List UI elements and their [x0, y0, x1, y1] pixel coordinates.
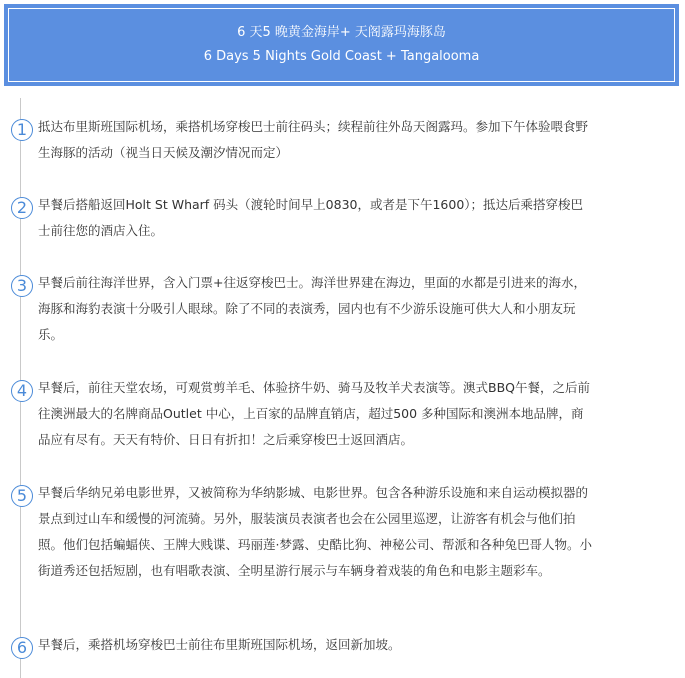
- itinerary-title-cn: 6 天5 晚黄金海岸+ 天阁露玛海豚岛: [237, 25, 446, 40]
- day-description: 抵达布里斯班国际机场，乘搭机场穿梭巴士前往码头；续程前往外岛天阁露玛。参加下午体验喂食野生海豚的活动（视当日天候及潮汐情况而定）: [38, 119, 589, 160]
- day-description: 早餐后，前往天堂农场，可观赏剪羊毛、体验挤牛奶、骑马及牧羊犬表演等。澳式BBQ午餐，之后前往澳洲最大的名牌商品Outlet 中心，上百家的品牌直销店，超过500 多种国际和澳洲本地品牌，商品应有尽有。天天有特价、日日有折扣！之后乘穿梭巴士返回酒店。: [38, 380, 590, 447]
- day-description: 早餐后，乘搭机场穿梭巴士前往布里斯班国际机场，返回新加坡。: [38, 637, 401, 652]
- day-number-badge: 2: [11, 197, 33, 219]
- day-number-badge: 3: [11, 275, 33, 297]
- day-number-badge: 5: [11, 485, 33, 507]
- day-description: 早餐后搭船返回Holt St Wharf 码头（渡轮时间早上0830，或者是下午1600）；抵达后乘搭穿梭巴士前往您的酒店入住。: [38, 197, 584, 238]
- day-description: 早餐后华纳兄弟电影世界，又被简称为华纳影城、电影世界。包含各种游乐设施和来自运动模拟器的景点到过山车和缓慢的河流骑。另外，服装演员表演者也会在公园里巡逻，让游客有机会与他们拍照。他们包括蝙蝠侠、王牌大贱谍、玛丽莲·梦露、史酷比狗、神秘公司、帮派和各种兔巴哥人物。小街道秀还包括短剧，也有唱歌表演、全明星游行展示与车辆身着戏装的角色和电影主题彩车。: [38, 485, 592, 578]
- day-number-badge: 6: [11, 637, 33, 659]
- day-description: 早餐后前往海洋世界，含入门票+往返穿梭巴士。海洋世界建在海边，里面的水都是引进来的海水，海豚和海豹表演十分吸引人眼球。除了不同的表演秀，园内也有不少游乐设施可供大人和小朋友玩乐。: [38, 275, 586, 342]
- itinerary-header: [4, 4, 679, 86]
- day-number-badge: 4: [11, 380, 33, 402]
- day-number-badge: 1: [11, 119, 33, 141]
- itinerary-header-frame: [8, 8, 675, 82]
- itinerary-title-en: 6 Days 5 Nights Gold Coast + Tangalooma: [203, 49, 480, 64]
